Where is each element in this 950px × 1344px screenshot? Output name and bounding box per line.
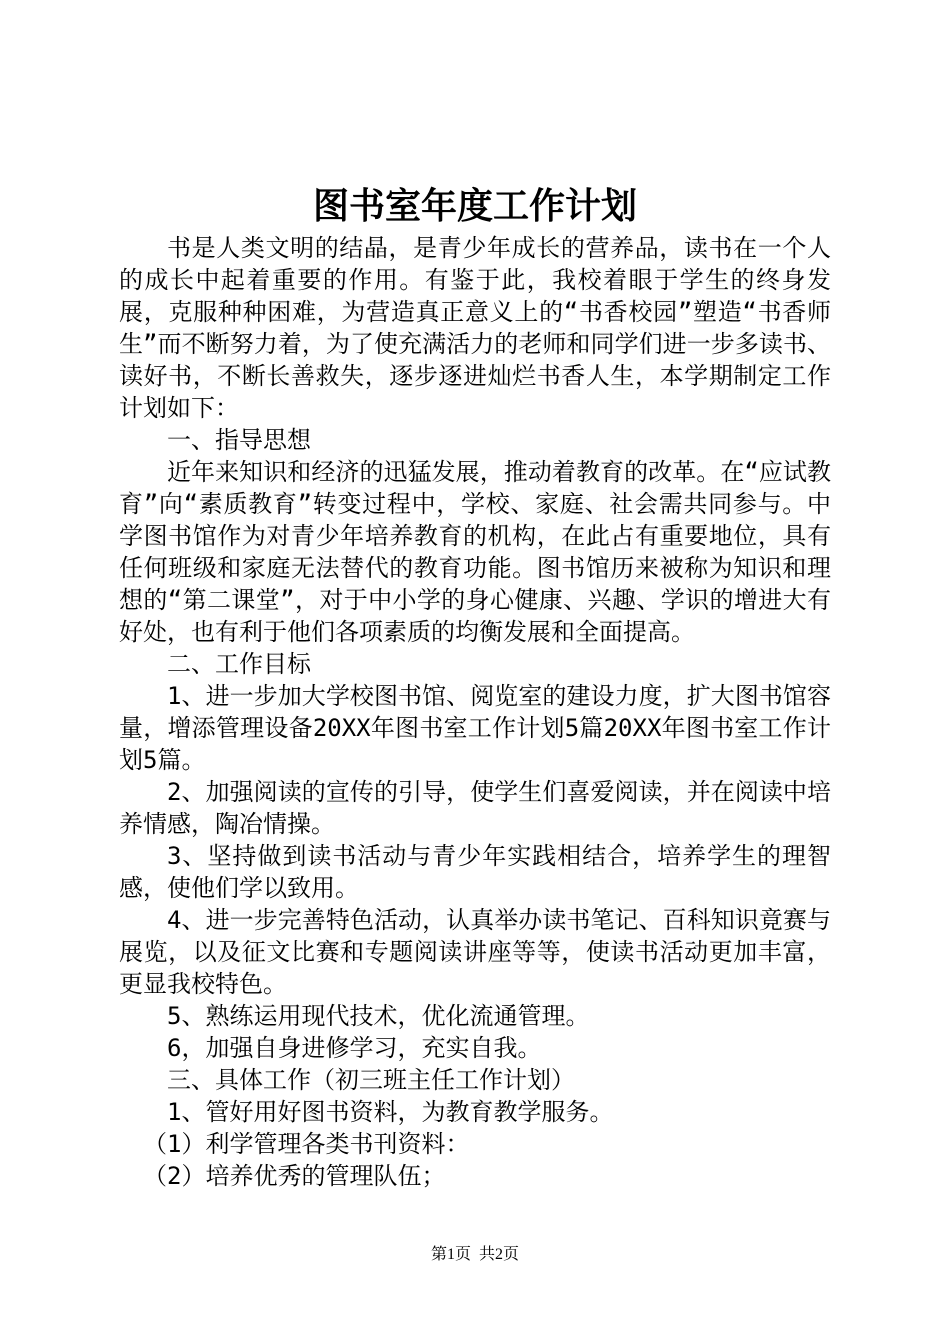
page-number-current: 第1页	[430, 1246, 471, 1263]
document-body	[119, 232, 831, 1192]
section-heading-guiding-thought: 一、指导思想	[167, 426, 311, 454]
paragraph-intro: 书是人类文明的结晶，是青少年成长的营养品，读书在一个人的成长中起着重要的作用。有鉴于此，我校着眼于学生的终身发展，克服种种困难，为营造真正意义上的“书香校园”塑造“书香师生”而不断努力着，为了使充满活力的老师和同学们进一步多读书、读好书，不断长善救失，逐步逐进灿烂书香人生，本学期制定工作计划如下：	[119, 234, 831, 422]
goal-item-3: 3、坚持做到读书活动与青少年实践相结合，培养学生的理智感，使他们学以致用。	[119, 842, 831, 902]
document-title: 图书室年度工作计划	[312, 185, 637, 227]
paragraph-guiding-thought: 近年来知识和经济的迅猛发展，推动着教育的改革。在“应试教育”向“素质教育”转变过程中，学校、家庭、社会需共同参与。中学图书馆作为对青少年培养教育的机构，在此占有重要地位，具有任何班级和家庭无法替代的教育功能。图书馆历来被称为知识和理想的“第二课堂”，对于中小学的身心健康、兴趣、学识的增进大有好处，也有利于他们各项素质的均衡发展和全面提高。	[119, 458, 831, 646]
section-heading-specific-work: 三、具体工作（初三班主任工作计划）	[167, 1066, 575, 1094]
goal-item-5: 5、熟练运用现代技术，优化流通管理。	[167, 1002, 590, 1030]
section-heading-work-goals: 二、工作目标	[167, 650, 311, 678]
work-subitem-1: （1）利学管理各类书刊资料：	[143, 1130, 470, 1158]
goal-item-4: 4、进一步完善特色活动，认真举办读书笔记、百科知识竟赛与展览，以及征文比赛和专题阅读讲座等等，使读书活动更加丰富，更显我校特色。	[119, 906, 831, 998]
work-item-1: 1、管好用好图书资料，为教育教学服务。	[167, 1098, 614, 1126]
goal-item-1: 1、进一步加大学校图书馆、阅览室的建设力度，扩大图书馆容量，增添管理设备20XX年图书室工作计划5篇20XX年图书室工作计划5篇。	[119, 682, 831, 774]
goal-item-6: 6，加强自身进修学习，充实自我。	[167, 1034, 542, 1062]
page-footer	[0, 1244, 950, 1266]
goal-item-2: 2、加强阅读的宣传的引导，使学生们喜爱阅读，并在阅读中培养情感，陶冶情操。	[119, 778, 831, 838]
page-number-total: 共2页	[479, 1246, 520, 1263]
work-subitem-2: （2）培养优秀的管理队伍；	[143, 1162, 446, 1190]
